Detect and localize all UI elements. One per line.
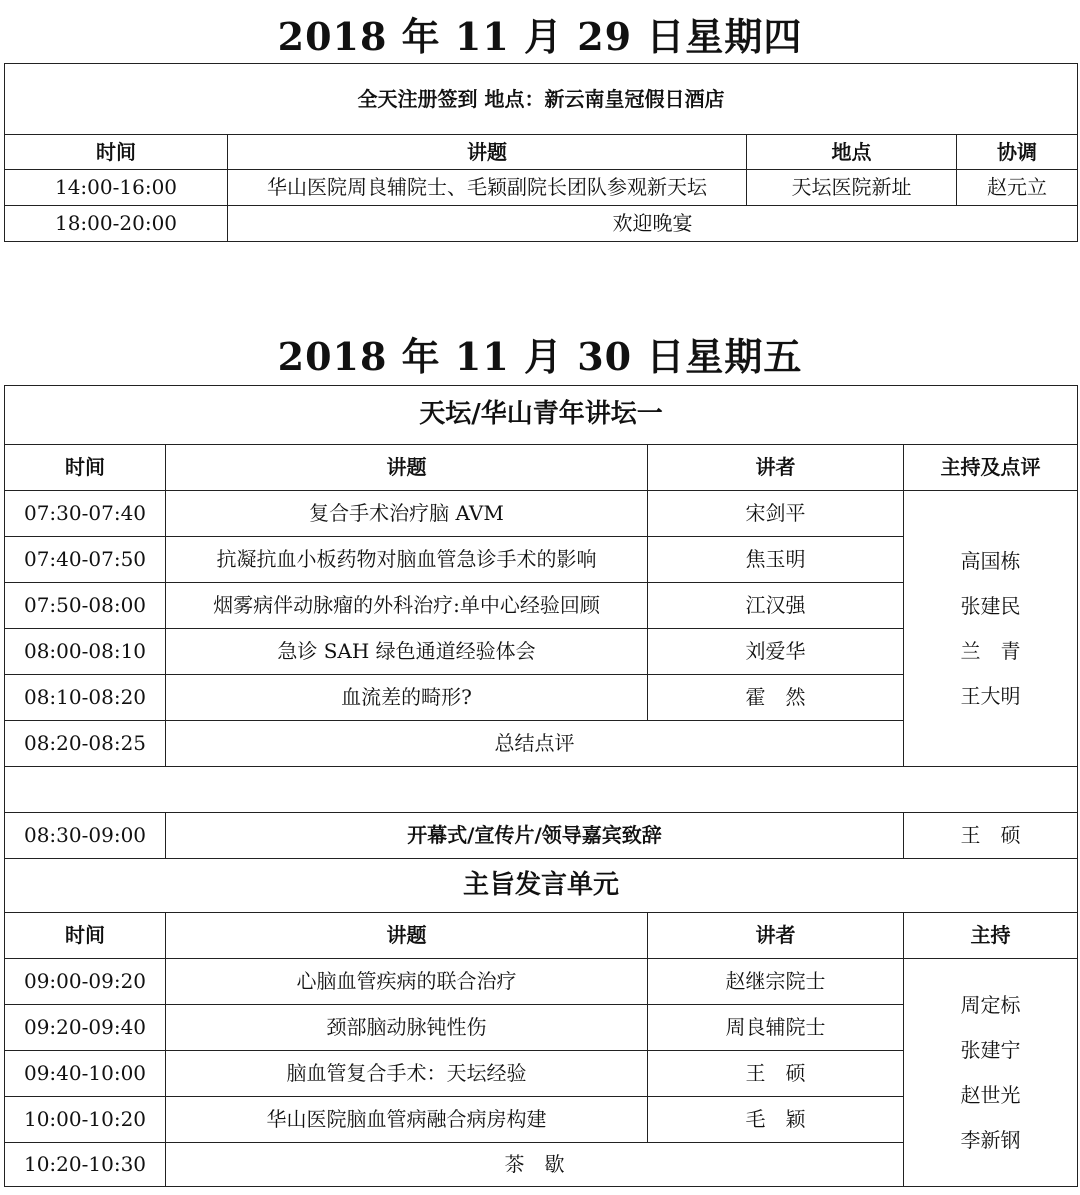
host-name: 周定标 [960,992,1021,1017]
header-topic: 讲题 [166,913,648,959]
header-location: 地点 [747,135,957,170]
host-cell: 王 硕 [904,813,1078,859]
topic-cell: 急诊 SAH 绿色通道经验体会 [166,629,648,675]
table-row [5,491,1078,537]
time-cell: 08:20-08:25 [5,721,166,767]
header-coordinator: 协调 [957,135,1078,170]
time-cell: 09:40-10:00 [5,1051,166,1097]
spacer-row [5,767,1078,813]
day1-banner: 全天注册签到 地点：新云南皇冠假日酒店 [5,64,1078,135]
header-time: 时间 [5,135,228,170]
table-row [5,170,1078,206]
time-cell: 10:20-10:30 [5,1143,166,1187]
header-topic: 讲题 [228,135,747,170]
header-host-commentary: 主持及点评 [904,445,1078,491]
topic-cell: 华山医院周良辅院士、毛颖副院长团队参观新天坛 [228,170,747,206]
table-row [5,206,1078,242]
spacer-cell [5,767,1078,813]
session2-title: 主旨发言单元 [5,859,1078,913]
day1-date-title: 2018 年 11 月 29 日星期四 [277,14,803,59]
topic-cell: 心脑血管疾病的联合治疗 [166,959,648,1005]
host-name: 张建民 [960,593,1021,618]
time-cell: 09:00-09:20 [5,959,166,1005]
header-speaker: 讲者 [648,445,904,491]
coordinator-cell: 赵元立 [957,170,1078,206]
session2-hosts [904,959,1078,1187]
topic-cell: 总结点评 [166,721,904,767]
location-cell: 天坛医院新址 [747,170,957,206]
speaker-cell: 江汉强 [648,583,904,629]
topic-cell: 开幕式/宣传片/领导嘉宾致辞 [166,813,904,859]
speaker-cell: 周良辅院士 [648,1005,904,1051]
host-name: 张建宁 [960,1037,1021,1062]
day2-schedule-table [4,385,1078,1187]
speaker-cell: 毛 颖 [648,1097,904,1143]
time-cell: 08:00-08:10 [5,629,166,675]
topic-cell: 抗凝抗血小板药物对脑血管急诊手术的影响 [166,537,648,583]
host-name: 高国栋 [960,548,1021,573]
speaker-cell: 赵继宗院士 [648,959,904,1005]
time-cell: 08:30-09:00 [5,813,166,859]
time-cell: 07:40-07:50 [5,537,166,583]
host-name: 王大明 [960,683,1021,708]
time-cell: 07:50-08:00 [5,583,166,629]
session1-hosts [904,491,1078,767]
table-row [5,959,1078,1005]
table-row [5,813,1078,859]
time-cell: 14:00-16:00 [5,170,228,206]
header-topic: 讲题 [166,445,648,491]
topic-cell: 烟雾病伴动脉瘤的外科治疗:单中心经验回顾 [166,583,648,629]
time-cell: 10:00-10:20 [5,1097,166,1143]
host-name: 兰 青 [960,638,1021,663]
time-cell: 18:00-20:00 [5,206,228,242]
host-name: 李新钢 [960,1127,1021,1152]
speaker-cell: 王 硕 [648,1051,904,1097]
host-name: 赵世光 [960,1082,1021,1107]
header-time: 时间 [5,445,166,491]
header-time: 时间 [5,913,166,959]
topic-cell: 血流差的畸形? [166,675,648,721]
speaker-cell: 霍 然 [648,675,904,721]
topic-cell: 华山医院脑血管病融合病房构建 [166,1097,648,1143]
topic-cell: 欢迎晚宴 [228,206,1078,242]
session1-title: 天坛/华山青年讲坛一 [5,386,1078,445]
time-cell: 09:20-09:40 [5,1005,166,1051]
day1-schedule-table [4,63,1078,242]
header-host: 主持 [904,913,1078,959]
time-cell: 07:30-07:40 [5,491,166,537]
day2-date-title: 2018 年 11 月 30 日星期五 [277,334,803,379]
topic-cell: 茶 歇 [166,1143,904,1187]
topic-cell: 复合手术治疗脑 AVM [166,491,648,537]
speaker-cell: 宋剑平 [648,491,904,537]
header-speaker: 讲者 [648,913,904,959]
speaker-cell: 刘爱华 [648,629,904,675]
time-cell: 08:10-08:20 [5,675,166,721]
topic-cell: 脑血管复合手术：天坛经验 [166,1051,648,1097]
topic-cell: 颈部脑动脉钝性伤 [166,1005,648,1051]
speaker-cell: 焦玉明 [648,537,904,583]
